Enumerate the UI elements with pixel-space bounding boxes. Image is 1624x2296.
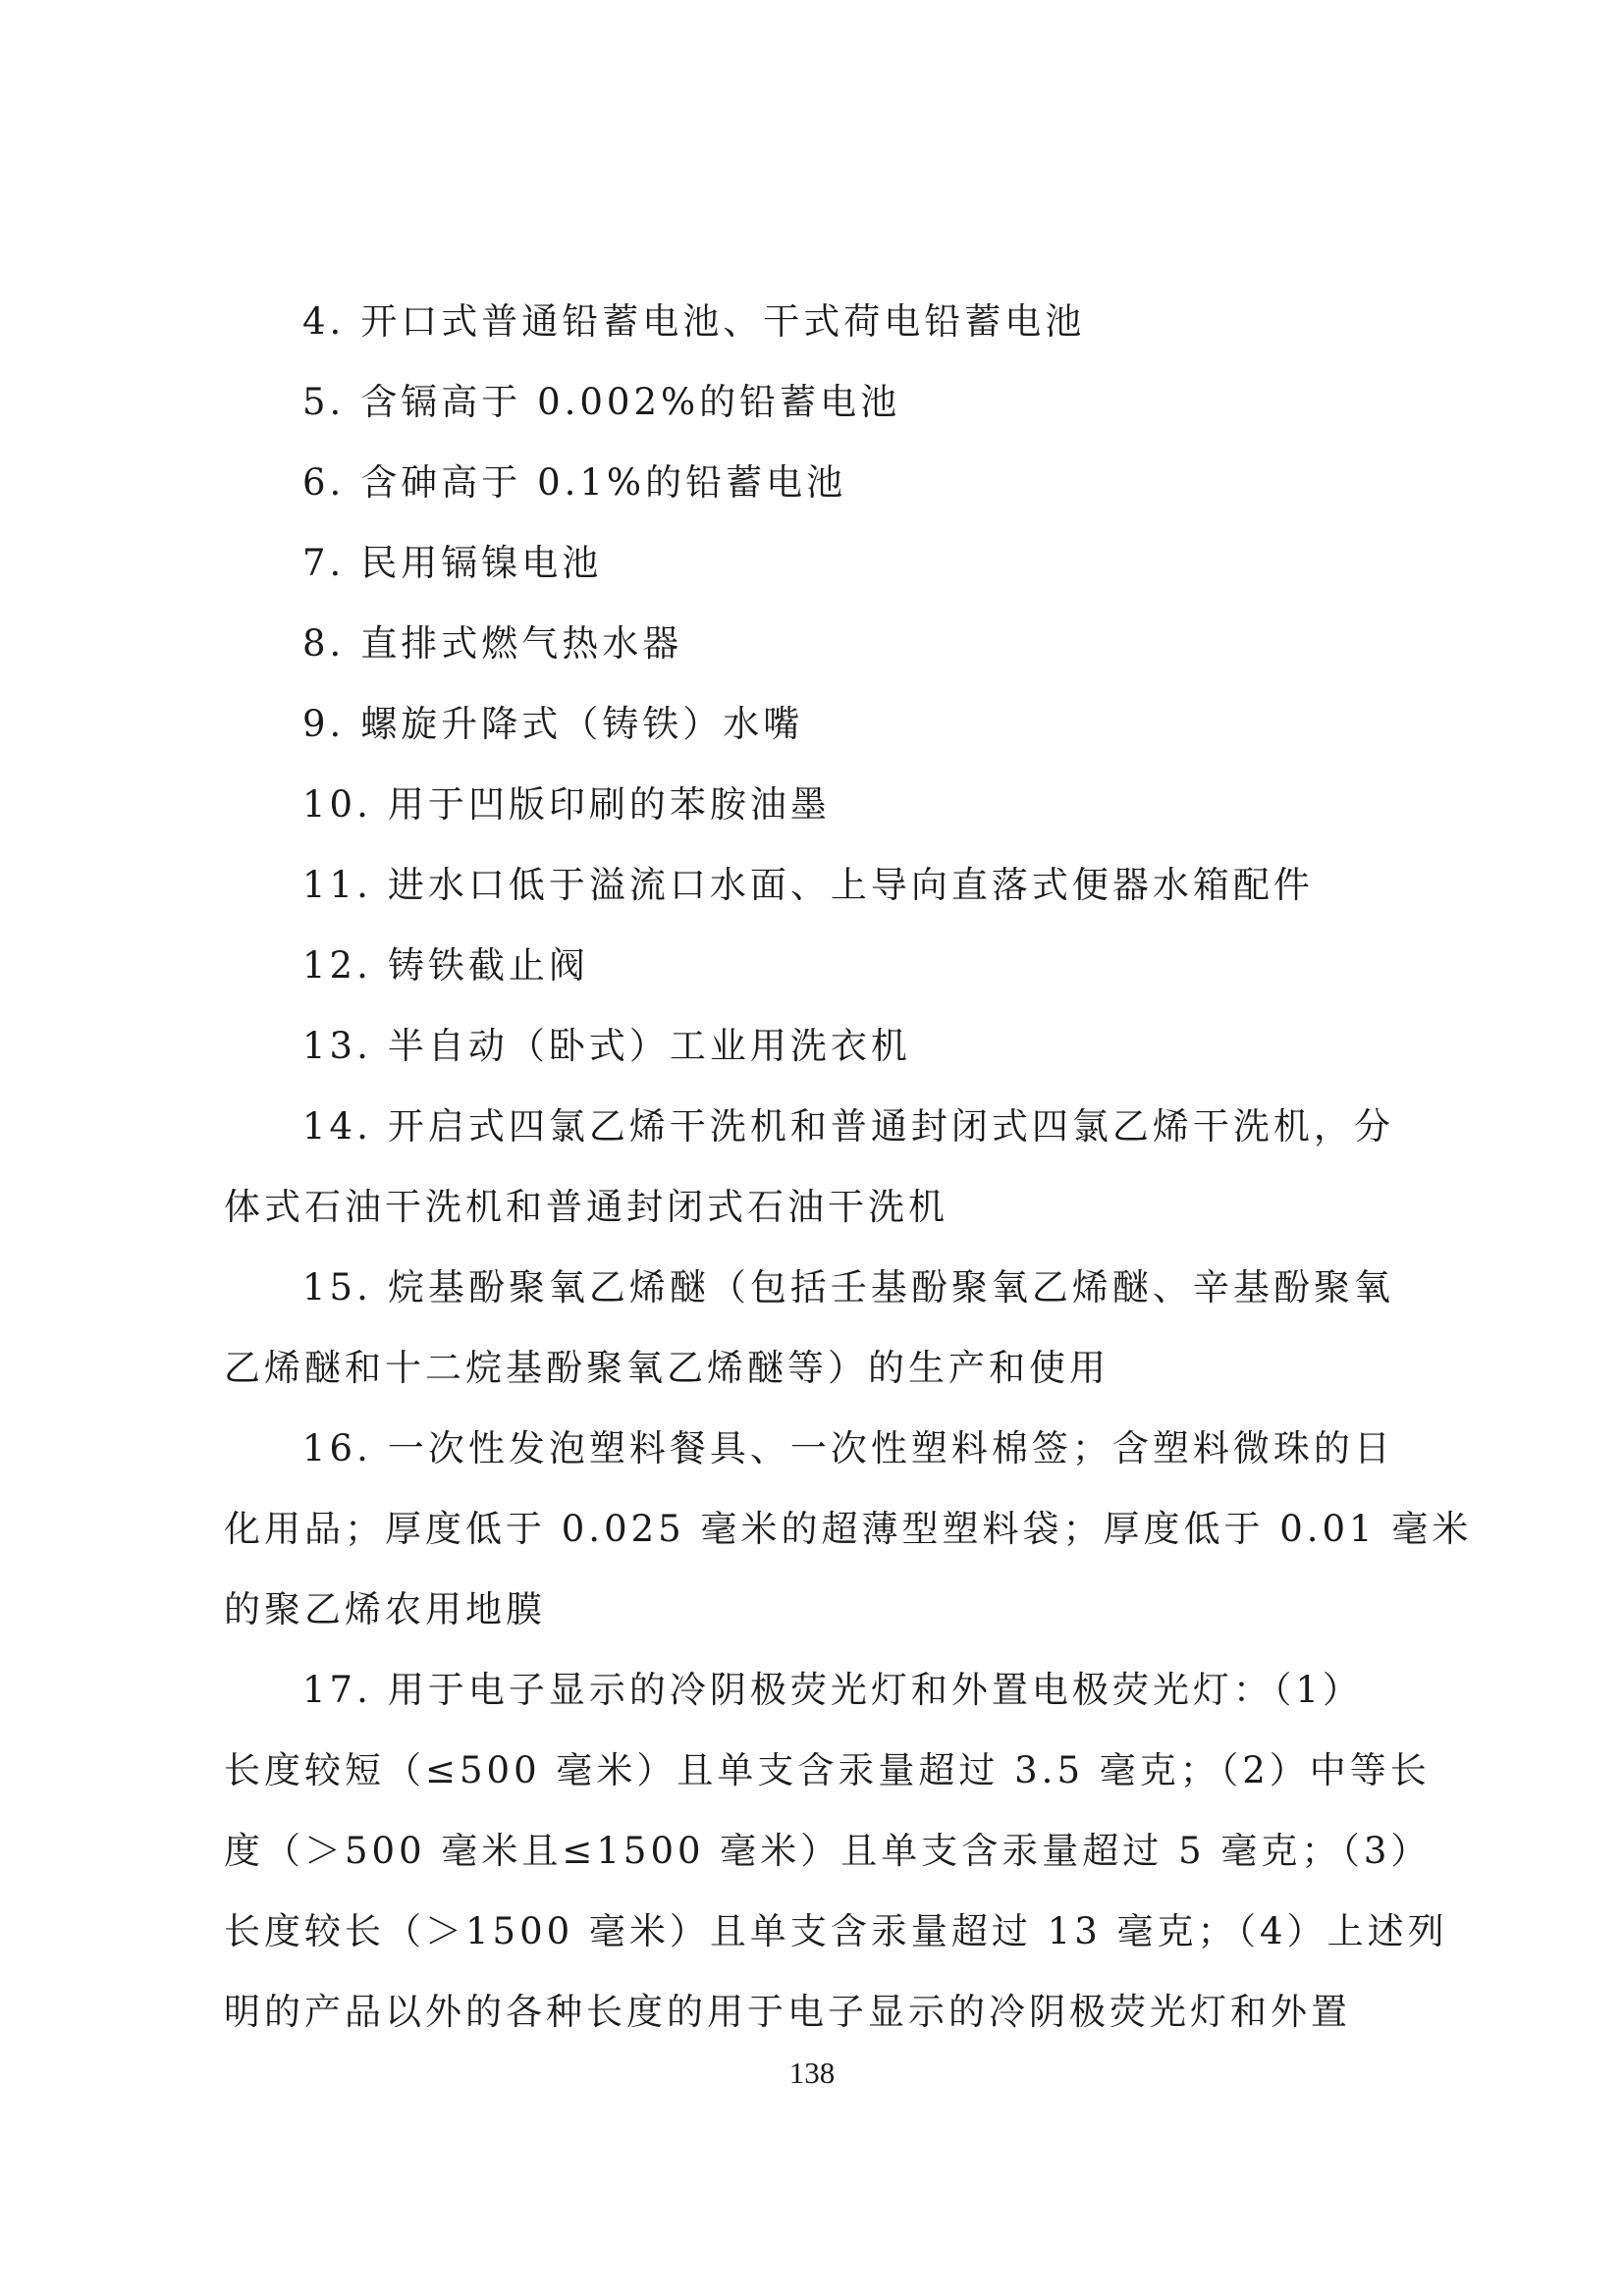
item-text: 直排式燃气热水器: [360, 622, 683, 665]
item-text: 长度较短（≤500 毫米）且单支含汞量超过 3.5 毫克；（2）中等长: [224, 1749, 1431, 1791]
item-number: 10.: [302, 783, 372, 826]
list-item: [302, 1667, 1363, 1714]
item-text: 烷基酚聚氧乙烯醚（包括壬基酚聚氧乙烯醚、辛基酚聚氧: [387, 1266, 1394, 1308]
list-item: [302, 701, 803, 748]
list-item: [302, 459, 846, 507]
list-item: [302, 1103, 1394, 1150]
item-text: 用于电子显示的冷阴极荧光灯和外置电极荧光灯：（1）: [387, 1669, 1363, 1711]
item-number: 8.: [302, 622, 346, 665]
item-number: 15.: [302, 1266, 372, 1308]
list-item-continuation: [224, 1989, 1351, 2036]
page-number: 138: [788, 2056, 836, 2090]
list-item: [302, 862, 1314, 909]
item-text: 民用镉镍电池: [360, 542, 603, 584]
item-number: 14.: [302, 1105, 372, 1148]
list-item: [302, 1023, 911, 1070]
item-number: 12.: [302, 944, 372, 987]
item-text: 开口式普通铅蓄电池、干式荷电铅蓄电池: [360, 300, 1086, 343]
item-number: 9.: [302, 703, 346, 745]
item-text: 开启式四氯乙烯干洗机和普通封闭式四氯乙烯干洗机，分: [387, 1105, 1394, 1148]
item-text: 含砷高于 0.1%的铅蓄电池: [360, 461, 847, 504]
list-item: [302, 942, 589, 989]
list-item: [302, 540, 602, 587]
item-number: 11.: [302, 864, 372, 906]
list-item: [302, 781, 831, 828]
list-item: [302, 1264, 1394, 1311]
item-text: 铸铁截止阀: [387, 944, 589, 987]
item-text: 长度较长（＞1500 毫米）且单支含汞量超过 13 毫克；（4）上述列: [224, 1910, 1448, 1952]
item-text: 乙烯醚和十二烷基酚聚氧乙烯醚等）的生产和使用: [224, 1347, 1110, 1389]
item-number: 17.: [302, 1669, 372, 1711]
item-number: 13.: [302, 1025, 372, 1067]
list-item-continuation: [224, 1828, 1431, 1875]
list-item-continuation: [224, 1506, 1472, 1553]
item-text: 螺旋升降式（铸铁）水嘴: [360, 703, 804, 745]
list-item-continuation: [224, 1908, 1448, 1955]
item-number: 7.: [302, 542, 346, 584]
list-item: [302, 379, 900, 426]
item-text: 进水口低于溢流口水面、上导向直落式便器水箱配件: [387, 864, 1314, 906]
item-number: 6.: [302, 461, 346, 504]
item-text: 的聚乙烯农用地膜: [224, 1588, 546, 1630]
item-number: 4.: [302, 300, 346, 343]
item-text: 半自动（卧式）工业用洗衣机: [387, 1025, 911, 1067]
item-text: 明的产品以外的各种长度的用于电子显示的冷阴极荧光灯和外置: [224, 1991, 1351, 2033]
item-number: 5.: [302, 381, 346, 423]
list-item-continuation: [224, 1184, 948, 1231]
item-text: 用于凹版印刷的苯胺油墨: [387, 783, 831, 826]
list-item-continuation: [224, 1747, 1431, 1794]
list-item: [302, 1425, 1394, 1472]
list-item: [302, 298, 1085, 346]
item-text: 一次性发泡塑料餐具、一次性塑料棉签；含塑料微珠的日: [387, 1427, 1394, 1469]
item-text: 体式石油干洗机和普通封闭式石油干洗机: [224, 1186, 948, 1228]
item-number: 16.: [302, 1427, 372, 1469]
item-text: 含镉高于 0.002%的铅蓄电池: [360, 381, 901, 423]
item-text: 度（＞500 毫米且≤1500 毫米）且单支含汞量超过 5 毫克；（3）: [224, 1830, 1432, 1872]
item-text: 化用品；厚度低于 0.025 毫米的超薄型塑料袋；厚度低于 0.01 毫米: [224, 1508, 1473, 1550]
list-item: [302, 620, 682, 667]
list-item-continuation: [224, 1345, 1110, 1392]
list-item-continuation: [224, 1586, 546, 1633]
